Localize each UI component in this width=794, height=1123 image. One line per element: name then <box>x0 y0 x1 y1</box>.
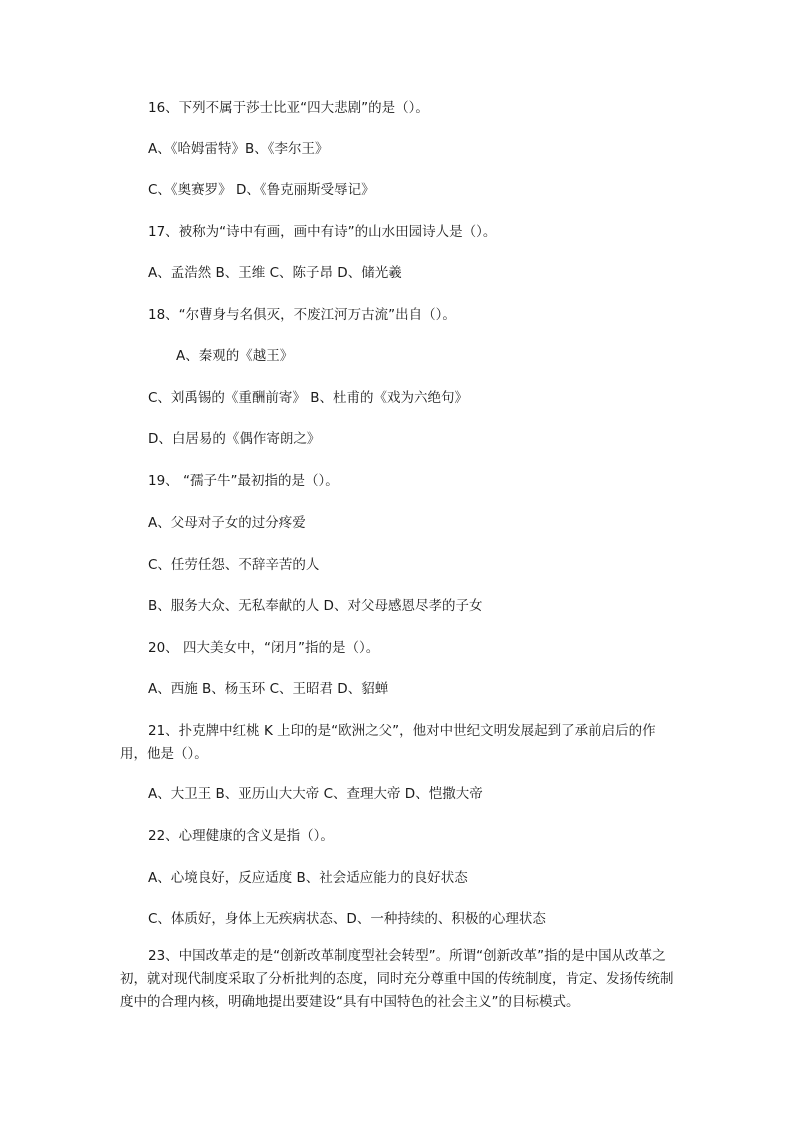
options-16-a-b: A、《哈姆雷特》B、《李尔王》 <box>148 141 329 157</box>
question-16: 16、下列不属于莎士比亚“四大悲剧”的是（）。 <box>148 100 429 116</box>
option-18-d: D、白居易的《偶作寄朗之》 <box>148 431 321 447</box>
question-22: 22、心理健康的含义是指（）。 <box>148 828 334 844</box>
options-16-c-d: C、《奥赛罗》 D、《鲁克丽斯受辱记》 <box>148 182 375 198</box>
question-18: 18、“尔曹身与名俱灭，不废江河万古流”出自（）。 <box>148 307 456 323</box>
question-19: 19、 “孺子牛”最初指的是（）。 <box>148 473 339 489</box>
options-18-c-b: C、刘禹锡的《重酬前寄》 B、杜甫的《戏为六绝句》 <box>148 390 468 406</box>
options-22-c-d: C、体质好，身体上无疾病状态、D、一种持续的、积极的心理状态 <box>148 911 546 927</box>
options-17: A、孟浩然 B、王维 C、陈子昂 D、储光羲 <box>148 265 402 281</box>
options-19-b-d: B、服务大众、无私奉献的人 D、对父母感恩尽孝的子女 <box>148 598 483 614</box>
options-20: A、西施 B、杨玉环 C、王昭君 D、貂蝉 <box>148 681 389 697</box>
option-18-a: A、秦观的《越王》 <box>176 348 294 364</box>
options-22-a-b: A、心境良好，反应适度 B、社会适应能力的良好状态 <box>148 870 468 886</box>
question-20: 20、 四大美女中，“闭月”指的是（）。 <box>148 640 380 656</box>
option-19-a: A、父母对子女的过分疼爱 <box>148 515 306 531</box>
options-21: A、大卫王 B、亚历山大大帝 C、查理大帝 D、恺撒大帝 <box>148 786 483 802</box>
paragraph-23: 23、中国改革走的是“创新改革制度型社会转型”。所谓“创新改革”指的是中国从改革之初，就对现代制度采取了分析批判的态度，同时充分尊重中国的传统制度，肯定、发扬传统制度中的合理内核，明确地提出要建设“具有中国特色的社会主义”的目标模式。 <box>120 948 674 1010</box>
option-19-c: C、任劳任怨、不辞辛苦的人 <box>148 557 320 573</box>
question-17: 17、被称为“诗中有画，画中有诗”的山水田园诗人是（）。 <box>148 224 497 240</box>
question-21: 21、扑克牌中红桃 K 上印的是“欧洲之父”，他对中世纪文明发展起到了承前启后的作用，他是（）。 <box>120 723 656 762</box>
